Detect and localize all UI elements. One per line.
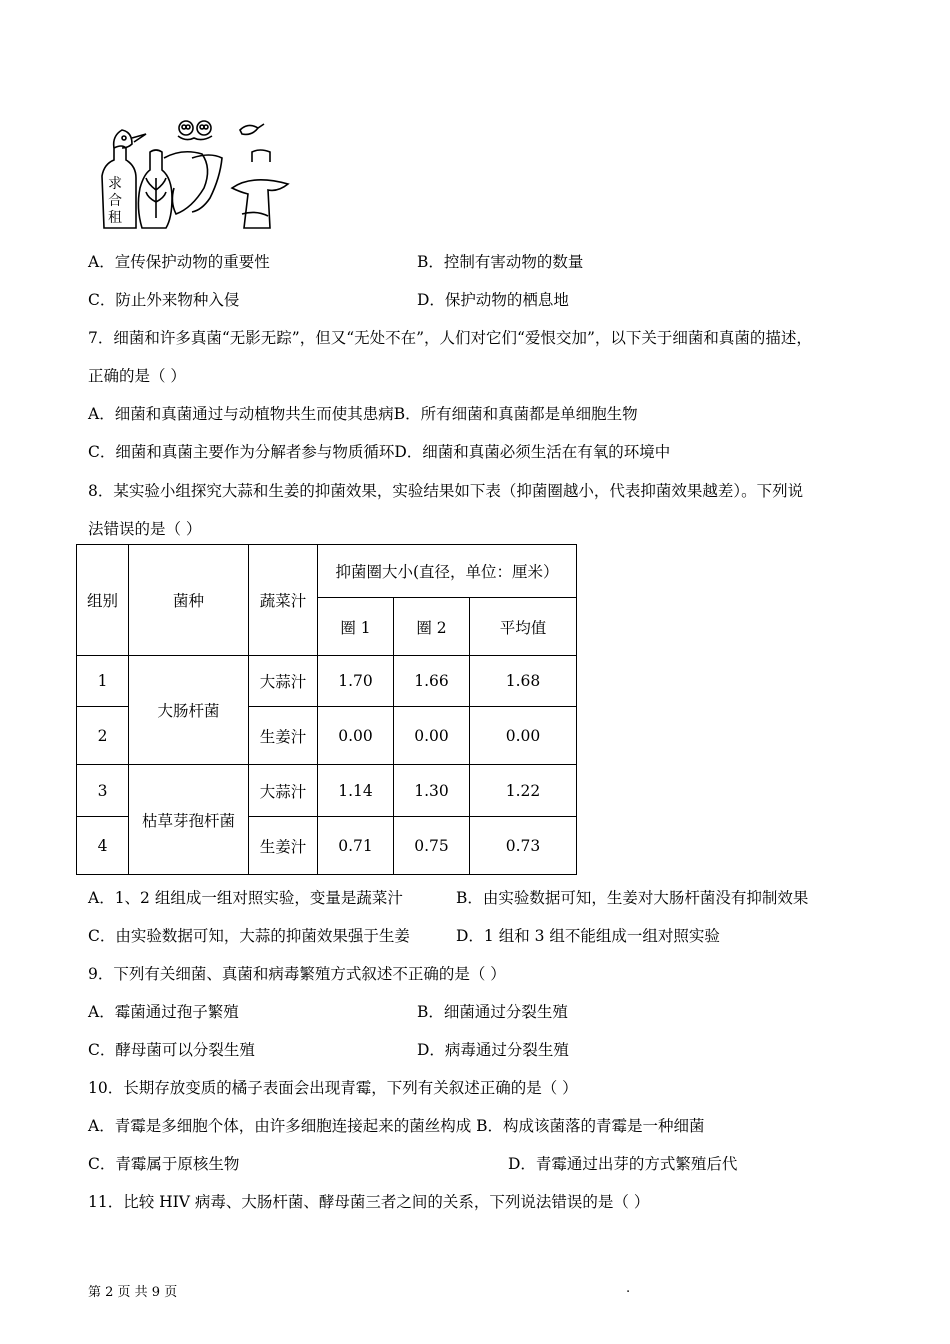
q10-option-d: D．青霉通过出芽的方式繁殖后代 — [508, 1155, 738, 1173]
q8-stem-line2: 法错误的是（ ） — [88, 520, 202, 538]
q8-stem-line1: 8．某实验小组探究大蒜和生姜的抑菌效果，实验结果如下表（抑菌圈越小，代表抑菌效果越差）。下列说 — [88, 482, 804, 500]
table-row — [77, 656, 577, 707]
cell-strain-ecoli: 大肠杆菌 — [129, 656, 249, 765]
q9-option-b: B．细菌通过分裂生殖 — [417, 1003, 568, 1021]
cell-group: 1 — [77, 656, 129, 707]
q6-option-a: A．宣传保护动物的重要性 — [88, 253, 270, 271]
q8-option-b: B．由实验数据可知，生姜对大肠杆菌没有抑制效果 — [456, 889, 809, 907]
cell-juice: 生姜汁 — [249, 817, 318, 875]
cell-average: 1.22 — [470, 765, 577, 817]
header-strain: 菌种 — [129, 545, 249, 656]
cell-average: 1.68 — [470, 656, 577, 707]
header-average: 平均值 — [470, 598, 577, 656]
q7-stem-line1: 7．细菌和许多真菌“无影无踪”，但又“无处不在”，人们对它们“爱恨交加”，以下关于细菌和真菌的描述， — [88, 329, 812, 347]
cell-circle-2: 0.00 — [394, 707, 470, 765]
header-group: 组别 — [77, 545, 129, 656]
q8-option-c: C．由实验数据可知，大蒜的抑菌效果强于生姜 — [88, 927, 410, 945]
q9-stem: 9．下列有关细菌、真菌和病毒繁殖方式叙述不正确的是（ ） — [88, 965, 506, 983]
cell-circle-2: 0.75 — [394, 817, 470, 875]
cell-juice: 大蒜汁 — [249, 765, 318, 817]
page-number: 第 2 页 共 9 页 — [88, 1285, 178, 1300]
table-row — [77, 765, 577, 817]
header-circle-1: 圈 1 — [318, 598, 394, 656]
q6-option-c: C．防止外来物种入侵 — [88, 291, 240, 309]
q10-options-ab: A．青霉是多细胞个体，由许多细胞连接起来的菌丝构成 B．构成该菌落的青霉是一种细菌 — [88, 1117, 705, 1135]
cell-juice: 生姜汁 — [249, 707, 318, 765]
footer-dot: . — [626, 1281, 631, 1296]
cartoon-illustration — [92, 118, 302, 233]
header-circle-2: 圈 2 — [394, 598, 470, 656]
q8-option-d: D．1 组和 3 组不能组成一组对照实验 — [456, 927, 720, 945]
q9-option-a: A．霉菌通过孢子繁殖 — [88, 1003, 239, 1021]
q6-option-d: D．保护动物的栖息地 — [417, 291, 569, 309]
cell-circle-2: 1.66 — [394, 656, 470, 707]
q6-option-b: B．控制有害动物的数量 — [417, 253, 584, 271]
cell-average: 0.73 — [470, 817, 577, 875]
cell-group: 4 — [77, 817, 129, 875]
cell-circle-1: 0.00 — [318, 707, 394, 765]
q10-stem: 10．长期存放变质的橘子表面会出现青霉，下列有关叙述正确的是（ ） — [88, 1079, 578, 1097]
cell-circle-1: 0.71 — [318, 817, 394, 875]
q7-options-ab: A．细菌和真菌通过与动植物共生而使其患病B．所有细菌和真菌都是单细胞生物 — [88, 405, 638, 423]
cell-group: 3 — [77, 765, 129, 817]
cell-circle-1: 1.14 — [318, 765, 394, 817]
q9-option-c: C．酵母菌可以分裂生殖 — [88, 1041, 255, 1059]
cell-circle-1: 1.70 — [318, 656, 394, 707]
header-zone: 抑菌圈大小(直径，单位：厘米） — [318, 545, 577, 598]
bottle-label: 求合租 — [108, 176, 122, 226]
q7-stem-line2: 正确的是（ ） — [88, 367, 186, 385]
cell-average: 0.00 — [470, 707, 577, 765]
results-table — [76, 544, 577, 875]
cell-strain-bsubtilis: 枯草芽孢杆菌 — [129, 765, 249, 875]
q7-options-cd: C．细菌和真菌主要作为分解者参与物质循环D．细菌和真菌必须生活在有氧的环境中 — [88, 443, 671, 461]
q11-stem: 11．比较 HIV 病毒、大肠杆菌、酵母菌三者之间的关系，下列说法错误的是（ ） — [88, 1193, 650, 1211]
cell-circle-2: 1.30 — [394, 765, 470, 817]
q10-option-c: C．青霉属于原核生物 — [88, 1155, 240, 1173]
q9-option-d: D．病毒通过分裂生殖 — [417, 1041, 569, 1059]
header-juice: 蔬菜汁 — [249, 545, 318, 656]
cell-group: 2 — [77, 707, 129, 765]
cell-juice: 大蒜汁 — [249, 656, 318, 707]
q8-option-a: A．1、2 组组成一组对照实验，变量是蔬菜汁 — [88, 889, 403, 907]
